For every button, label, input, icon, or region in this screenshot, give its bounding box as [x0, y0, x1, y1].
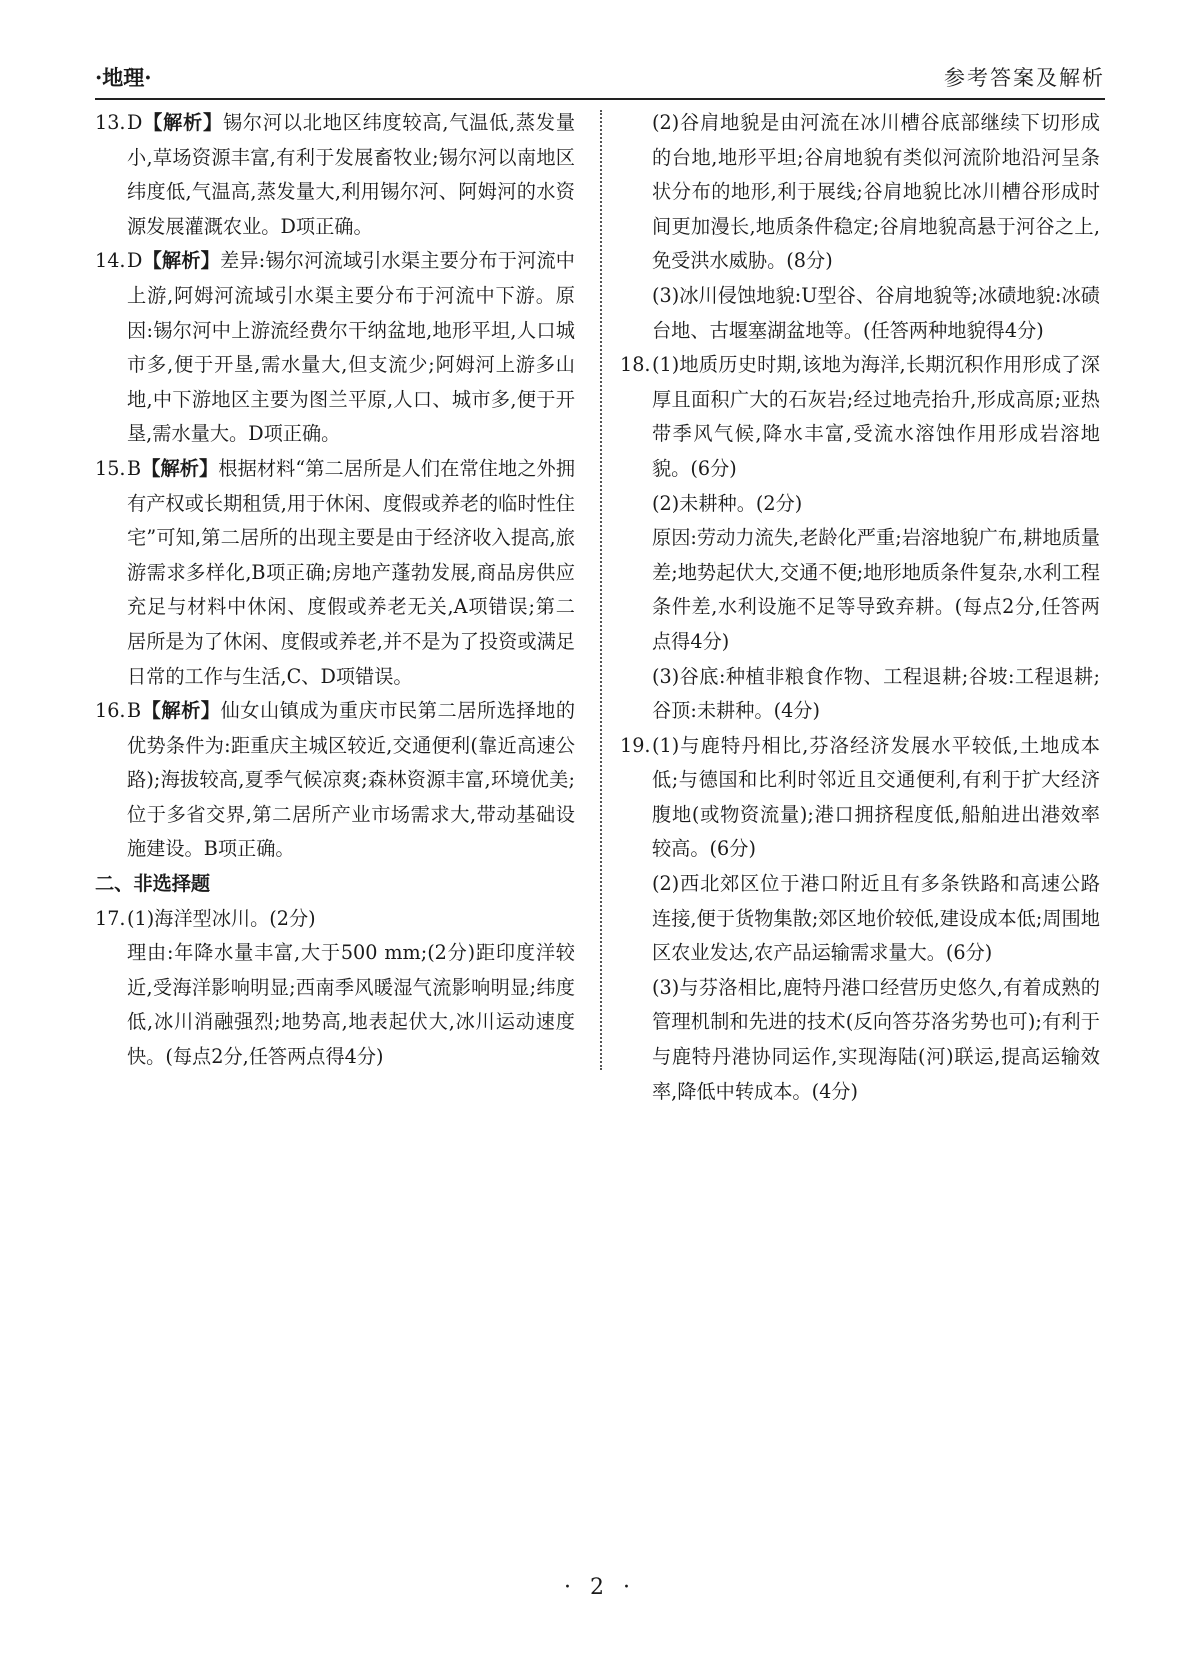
answer-14	[95, 244, 575, 452]
answer-paragraph: (3)谷底:种植非粮食作物、工程退耕;谷坡:工程退耕;谷顶:未耕种。(4分)	[652, 664, 1100, 723]
answer-letter: D	[127, 111, 143, 134]
answer-15	[95, 452, 575, 694]
column-divider	[600, 110, 602, 1070]
answer-letter: D	[127, 249, 143, 273]
subject-label: ·地理·	[95, 65, 152, 90]
question-number: 15.	[95, 456, 126, 480]
answer-paragraph: (3)与芬洛相比,鹿特丹港口经营历史悠久,有着成熟的管理机制和先进的技术(反向答芬洛劣势也可);有利于与鹿特丹港协同运作,实现海陆(河)联运,提高运输效率,降低中转成本。(4分)	[652, 975, 1100, 1103]
analysis-tag: 【解析】	[142, 249, 221, 273]
answer-letter: B	[127, 699, 142, 723]
page-title: 参考答案及解析	[944, 66, 1105, 90]
answer-paragraph: (1)海洋型冰川。(2分)	[127, 906, 316, 930]
answer-16	[95, 694, 575, 867]
right-column	[620, 106, 1100, 1109]
analysis-tag: 【解析】	[141, 456, 219, 480]
answer-paragraph: 理由:年降水量丰富,大于500 mm;(2分)距印度洋较近,受海洋影响明显;西南季风暖湿气流影响明显;纬度低,冰川消融强烈;地势高,地表起伏大,冰川运动速度快。(每点2分,任答两点得4分)	[127, 941, 575, 1069]
answer-paragraph: (1)与鹿特丹相比,芬洛经济发展水平较低,土地成本低;与德国和比利时邻近且交通便利,有利于扩大经济腹地(或物资流量);港口拥挤程度低,船舶进出港效率较高。(6分)	[652, 733, 1100, 861]
question-number: 13.	[95, 111, 126, 134]
answer-paragraph: (2)西北郊区位于港口附近且有多条铁路和高速公路连接,便于货物集散;郊区地价较低,建设成本低;周围地区农业发达,农产品运输需求量大。(6分)	[652, 872, 1100, 965]
analysis-tag: 【解析】	[141, 699, 221, 723]
answer-18	[620, 348, 1100, 729]
answer-17	[95, 902, 575, 1075]
question-number: 17.	[95, 906, 126, 930]
page-number: · 2 ·	[564, 1575, 636, 1600]
answer-paragraph: (3)冰川侵蚀地貌:U型谷、谷肩地貌等;冰碛地貌:冰碛台地、古堰塞湖盆地等。(任答两种地貌得4分)	[652, 283, 1100, 342]
left-column	[95, 106, 575, 1075]
answer-text: 差异:锡尔河流域引水渠主要分布于河流中上游,阿姆河流域引水渠主要分布于河流中下游。原因:锡尔河中上游流经费尔干纳盆地,地形平坦,人口城市多,便于开垦,需水量大,但支流少;阿姆河上游多山地,中下游地区主要为图兰平原,人口、城市多,便于开垦,需水量大。D项正确。	[127, 249, 575, 446]
question-number: 18.	[620, 353, 651, 377]
answer-letter: B	[127, 456, 142, 480]
section-heading: 二、非选择题	[95, 872, 211, 896]
answer-text: 仙女山镇成为重庆市民第二居所选择地的优势条件为:距重庆主城区较近,交通便利(靠近高速公路);海拔较高,夏季气候凉爽;森林资源丰富,环境优美;位于多省交界,第二居所产业市场需求大,带动基础设施建设。B项正确。	[127, 699, 576, 861]
answer-13	[95, 106, 575, 244]
answer-paragraph: (2)未耕种。(2分)	[652, 491, 803, 515]
answer-text: 根据材料“第二居所是人们在常住地之外拥有产权或长期租赁,用于休闲、度假或养老的临时性住宅”可知,第二居所的出现主要是由于经济收入提高,旅游需求多样化,B项正确;房地产蓬勃发展,商品房供应充足与材料中休闲、度假或养老无关,A项错误;第二居所是为了休闲、度假或养老,并不是为了投资或满足日常的工作与生活,C、D项错误。	[127, 456, 576, 688]
analysis-tag: 【解析】	[142, 111, 223, 134]
answer-text: 锡尔河以北地区纬度较高,气温低,蒸发量小,草场资源丰富,有利于发展畜牧业;锡尔河以南地区纬度低,气温高,蒸发量大,利用锡尔河、阿姆河的水资源发展灌溉农业。D项正确。	[127, 111, 576, 238]
answer-19	[620, 729, 1100, 1110]
answer-paragraph: (2)谷肩地貌是由河流在冰川槽谷底部继续下切形成的台地,地形平坦;谷肩地貌有类似河流阶地沿河呈条状分布的地形,利于展线;谷肩地貌比冰川槽谷形成时间更加漫长,地质条件稳定;谷肩地貌高悬于河谷之上,免受洪水威胁。(8分)	[652, 111, 1100, 273]
answer-paragraph: 原因:劳动力流失,老龄化严重;岩溶地貌广布,耕地质量差;地势起伏大,交通不便;地形地质条件复杂,水利工程条件差,水利设施不足等导致弃耕。(每点2分,任答两点得4分)	[652, 526, 1100, 653]
question-number: 19.	[620, 733, 651, 757]
answer-paragraph: (1)地质历史时期,该地为海洋,长期沉积作用形成了深厚且面积广大的石灰岩;经过地壳抬升,形成高原;亚热带季风气候,降水丰富,受流水溶蚀作用形成岩溶地貌。(6分)	[652, 353, 1100, 480]
answer-17-continued	[620, 106, 1100, 348]
page-header	[95, 62, 1105, 100]
question-number: 16.	[95, 699, 126, 723]
question-number: 14.	[95, 249, 126, 273]
